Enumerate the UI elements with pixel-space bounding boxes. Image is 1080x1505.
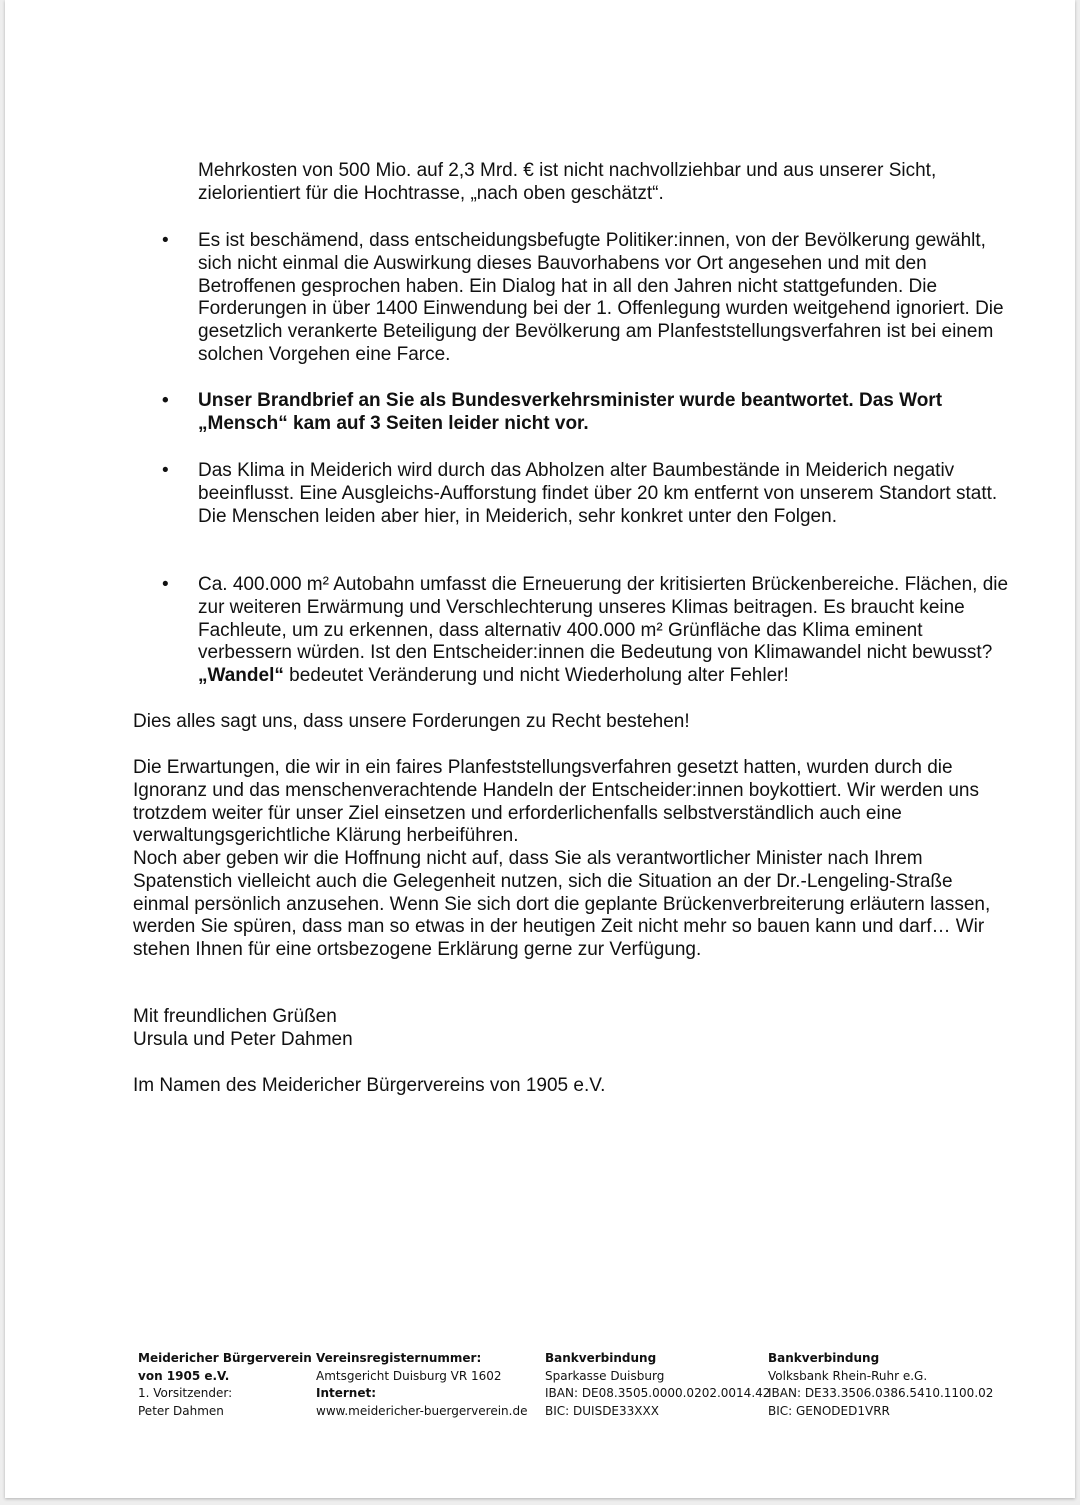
expectations-paragraph: Die Erwartungen, die wir in ein faires Planfeststellungsverfahren gesetzt hatten, wurden durch die Ignoranz und das menschenverachtende Handeln der Entscheider:innen boykottiert. Wir werden uns trotzdem weiter für unser Ziel einsetzen und erforderlichenfalls selbstverständlich auch eine verwaltungsgerichtliche Klärung herbeiführen.: [133, 757, 980, 847]
footer-bank2-column: [768, 1350, 993, 1420]
footer-internet-label: Internet:: [316, 1386, 377, 1400]
bullet-point-icon: •: [162, 230, 169, 251]
footer-chair-name: Peter Dahmen: [138, 1403, 224, 1418]
bullet-point-icon: •: [162, 460, 169, 481]
footer-register-label: Vereinsregisternummer:: [316, 1351, 482, 1365]
footer-register-value: Amtsgericht Duisburg VR 1602: [316, 1368, 502, 1383]
bullet-text: Es ist beschämend, dass entscheidungsbefugte Politiker:innen, von der Bevölkerung gewählt, sich nicht einmal die Auswirkung dieses Bauvorhabens vor Ort angesehen und mit den Betroffenen gesprochen haben. Ein Dialog hat in all den Jahren nicht stattgefunden. Die Forderungen in über 1400 Einwendung bei der 1. Offenlegung wurden weitgehend ignoriert. Die gesetzlich verankerte Beteiligung der Bevölkerung am Planfeststellungsverfahren ist bei einem solchen Vorgehen eine Farce.: [198, 230, 1004, 365]
on-behalf-line: Im Namen des Meidericher Bürgervereins von 1905 e.V.: [133, 1075, 606, 1096]
footer-bank-label: Bankverbindung: [545, 1351, 657, 1365]
list-item: [162, 574, 1018, 688]
bullet-text-bold: „Wandel“: [198, 665, 284, 687]
list-item: [162, 230, 1018, 367]
signatory-names: Ursula und Peter Dahmen: [133, 1029, 353, 1050]
bullet-point-icon: •: [162, 390, 169, 411]
letter-page: [5, 0, 1075, 1498]
footer-register-column: [316, 1350, 527, 1420]
closing-greeting: Mit freundlichen Grüßen: [133, 1006, 337, 1027]
footer-bank-name: Sparkasse Duisburg: [545, 1368, 665, 1383]
footer-chair-label: 1. Vorsitzender:: [138, 1386, 233, 1400]
footer-association-name-cont: von 1905 e.V.: [138, 1368, 230, 1383]
footer-iban: IBAN: DE33.3506.0386.5410.1100.02: [768, 1386, 994, 1400]
bullet-text: Ca. 400.000 m² Autobahn umfasst die Erneuerung der kritisierten Brückenbereiche. Flächen, die zur weiteren Erwärmung und Verschlechterung unseres Klimas beitragen. Es braucht keine Fachleute, um zu erkennen, dass alternativ 400.000 m² Grünfläche das Klima eminent verbessern würden. Ist den Entscheider:innen die Bedeutung von Klimawandel nicht bewusst?: [198, 574, 1009, 664]
hope-paragraph: Noch aber geben wir die Hoffnung nicht auf, dass Sie als verantwortlicher Minister nach Ihrem Spatenstich vielleicht auch die Gelegenheit nutzen, sich die Situation an der Dr.-Lengeling-Straße einmal persönlich anzusehen. Wenn Sie sich dort die geplante Brückenverbreiterung erläutern lassen, werden Sie spüren, dass man so etwas in der heutigen Zeit nicht mehr so bauen kann und darf… Wir stehen Ihnen für eine ortsbezogene Erklärung gerne zur Verfügung.: [133, 848, 991, 961]
footer-bank-name: Volksbank Rhein-Ruhr e.G.: [768, 1368, 928, 1383]
footer-bic: BIC: GENODED1VRR: [768, 1403, 890, 1418]
bullet-text: bedeutet Veränderung und nicht Wiederholung alter Fehler!: [283, 665, 789, 687]
bullet-continuation: Mehrkosten von 500 Mio. auf 2,3 Mrd. € ist nicht nachvollziehbar und aus unserer Sicht, zielorientiert für die Hochtrasse, „nach oben geschätzt“.: [198, 160, 937, 204]
footer-bank-label: Bankverbindung: [768, 1351, 880, 1365]
list-item: [162, 460, 1018, 528]
footer-website: www.meidericher-buergerverein.de: [316, 1403, 528, 1418]
footer-bank1-column: [545, 1350, 770, 1420]
footer-association-name: Meidericher Bürgerverein: [138, 1351, 312, 1365]
bullet-point-icon: •: [162, 574, 169, 595]
list-item: [162, 390, 1018, 436]
footer-association-column: [138, 1350, 312, 1420]
footer-iban: IBAN: DE08.3505.0000.0202.0014.42: [545, 1386, 771, 1400]
bullet-text: Unser Brandbrief an Sie als Bundesverkehrsminister wurde beantwortet. Das Wort „Mensch“ kam auf 3 Seiten leider nicht vor.: [198, 390, 943, 434]
bullet-text: Das Klima in Meiderich wird durch das Abholzen alter Baumbestände in Meiderich negativ beeinflusst. Eine Ausgleichs-Aufforstung findet über 20 km entfernt von unserem Standort statt. Die Menschen leiden aber hier, in Meiderich, sehr konkret unter den Folgen.: [198, 460, 998, 527]
footer-bic: BIC: DUISDE33XXX: [545, 1403, 659, 1418]
summary-paragraph: Dies alles sagt uns, dass unsere Forderungen zu Recht bestehen!: [133, 711, 690, 732]
